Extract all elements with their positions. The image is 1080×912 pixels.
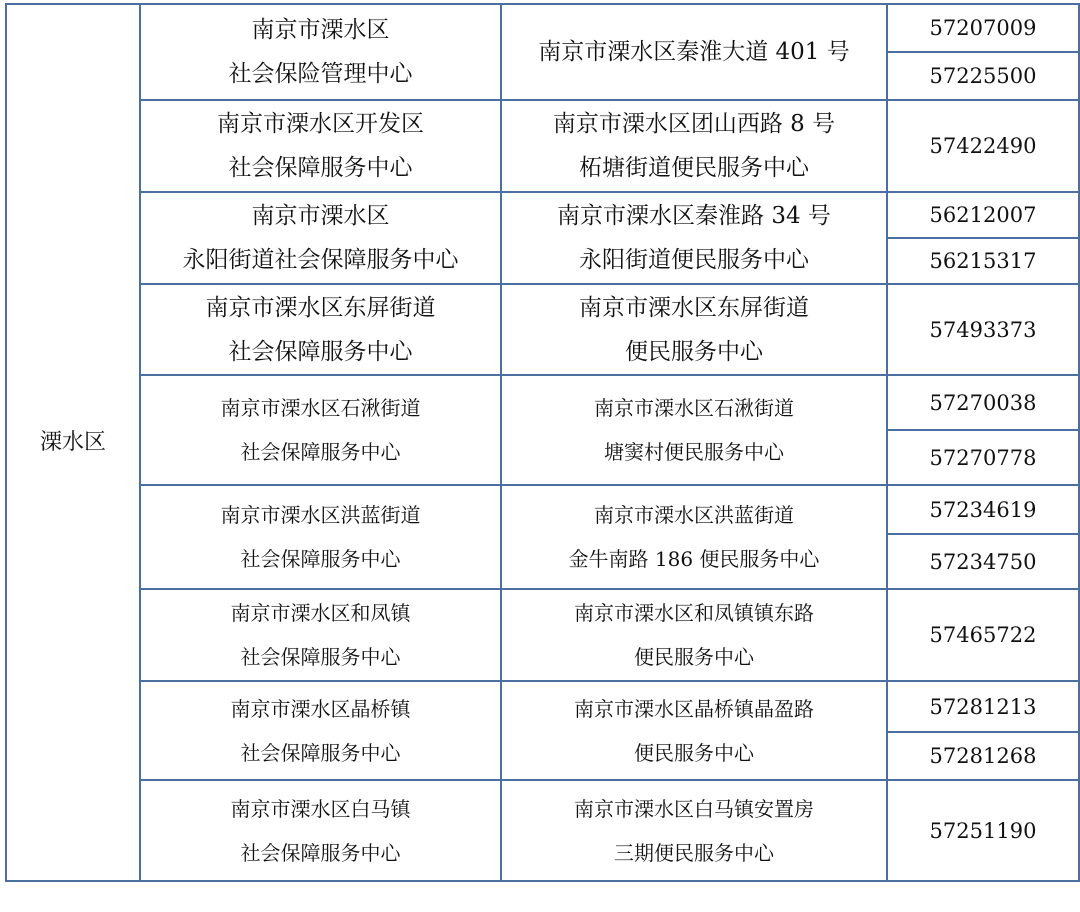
address-line: 便民服务中心 [625,338,763,365]
center-name-line: 南京市溧水区 [251,203,390,229]
address-line: 三期便民服务中心 [614,840,774,865]
address-cell [501,375,887,485]
center-name-line: 南京市溧水区洪蓝街道 [220,503,421,527]
address-line: 南京市溧水区秦淮大道 401 号 [538,39,850,65]
address-line: 金牛南路 186 便民服务中心 [568,547,820,571]
address-line: 南京市溧水区和凤镇镇东路 [574,601,814,625]
center-name-line: 社会保障服务中心 [240,440,401,464]
table-row [6,284,1079,375]
center-name-line: 南京市溧水区和凤镇 [230,601,411,625]
center-name-cell [140,4,501,100]
table-row [6,375,1079,430]
center-name-line: 南京市溧水区 [251,17,390,43]
phone-cell: 57465722 [887,589,1079,681]
address-cell [501,100,887,192]
table-row [6,192,1079,238]
center-name-line: 社会保险管理中心 [228,61,413,87]
service-center-table [5,3,1080,882]
phone-cell: 57251190 [887,780,1079,881]
address-line: 便民服务中心 [634,740,754,765]
address-line: 南京市溧水区洪蓝街道 [594,503,794,527]
phone-cell: 57281268 [887,732,1079,780]
center-name-line: 社会保障服务中心 [240,740,401,765]
table-row [6,100,1079,192]
phone-cell: 57234750 [887,534,1079,589]
center-name-line: 南京市溧水区白马镇 [230,796,411,821]
phone-cell: 57270778 [887,430,1079,485]
address-line: 南京市溧水区团山西路 8 号 [552,111,836,137]
phone-cell: 57493373 [887,284,1079,375]
district-cell: 溧水区 [6,4,140,881]
address-cell [501,681,887,780]
center-name-line: 南京市溧水区开发区 [217,111,424,137]
center-name-line: 南京市溧水区石湫街道 [220,396,421,420]
center-name-line: 南京市溧水区东屏街道 [205,294,436,321]
table-row [6,4,1079,52]
phone-cell: 57270038 [887,375,1079,430]
center-name-cell [140,780,501,881]
center-name-cell [140,100,501,192]
address-line: 柘塘街道便民服务中心 [579,155,809,181]
address-line: 塘窦村便民服务中心 [604,440,784,464]
phone-cell: 56212007 [887,192,1079,238]
address-cell [501,589,887,681]
center-name-line: 社会保障服务中心 [240,645,401,669]
address-line: 南京市溧水区石湫街道 [594,396,794,420]
center-name-line: 南京市溧水区晶桥镇 [230,696,411,721]
phone-cell: 57234619 [887,485,1079,534]
address-cell [501,4,887,100]
center-name-cell [140,485,501,589]
phone-cell: 56215317 [887,238,1079,284]
address-cell [501,284,887,375]
address-line: 便民服务中心 [634,645,754,669]
table-row [6,780,1079,881]
center-name-line: 社会保障服务中心 [240,840,401,865]
phone-cell: 57281213 [887,681,1079,732]
center-name-line: 社会保障服务中心 [228,338,413,365]
phone-cell: 57422490 [887,100,1079,192]
center-name-line: 社会保障服务中心 [228,155,413,181]
center-name-line: 社会保障服务中心 [240,547,401,571]
center-name-cell [140,681,501,780]
center-name-line: 永阳街道社会保障服务中心 [182,247,459,273]
address-cell [501,780,887,881]
table-row [6,485,1079,534]
address-line: 南京市溧水区白马镇安置房 [574,796,814,821]
address-cell [501,485,887,589]
address-line: 南京市溧水区东屏街道 [579,294,809,321]
center-name-cell [140,284,501,375]
address-line: 永阳街道便民服务中心 [579,247,809,273]
address-line: 南京市溧水区秦淮路 34 号 [557,203,831,229]
table-row [6,681,1079,732]
phone-cell: 57207009 [887,4,1079,52]
phone-cell: 57225500 [887,52,1079,100]
address-cell [501,192,887,284]
center-name-cell [140,192,501,284]
center-name-cell [140,589,501,681]
center-name-cell [140,375,501,485]
address-line: 南京市溧水区晶桥镇晶盈路 [574,696,814,721]
table-row [6,589,1079,681]
